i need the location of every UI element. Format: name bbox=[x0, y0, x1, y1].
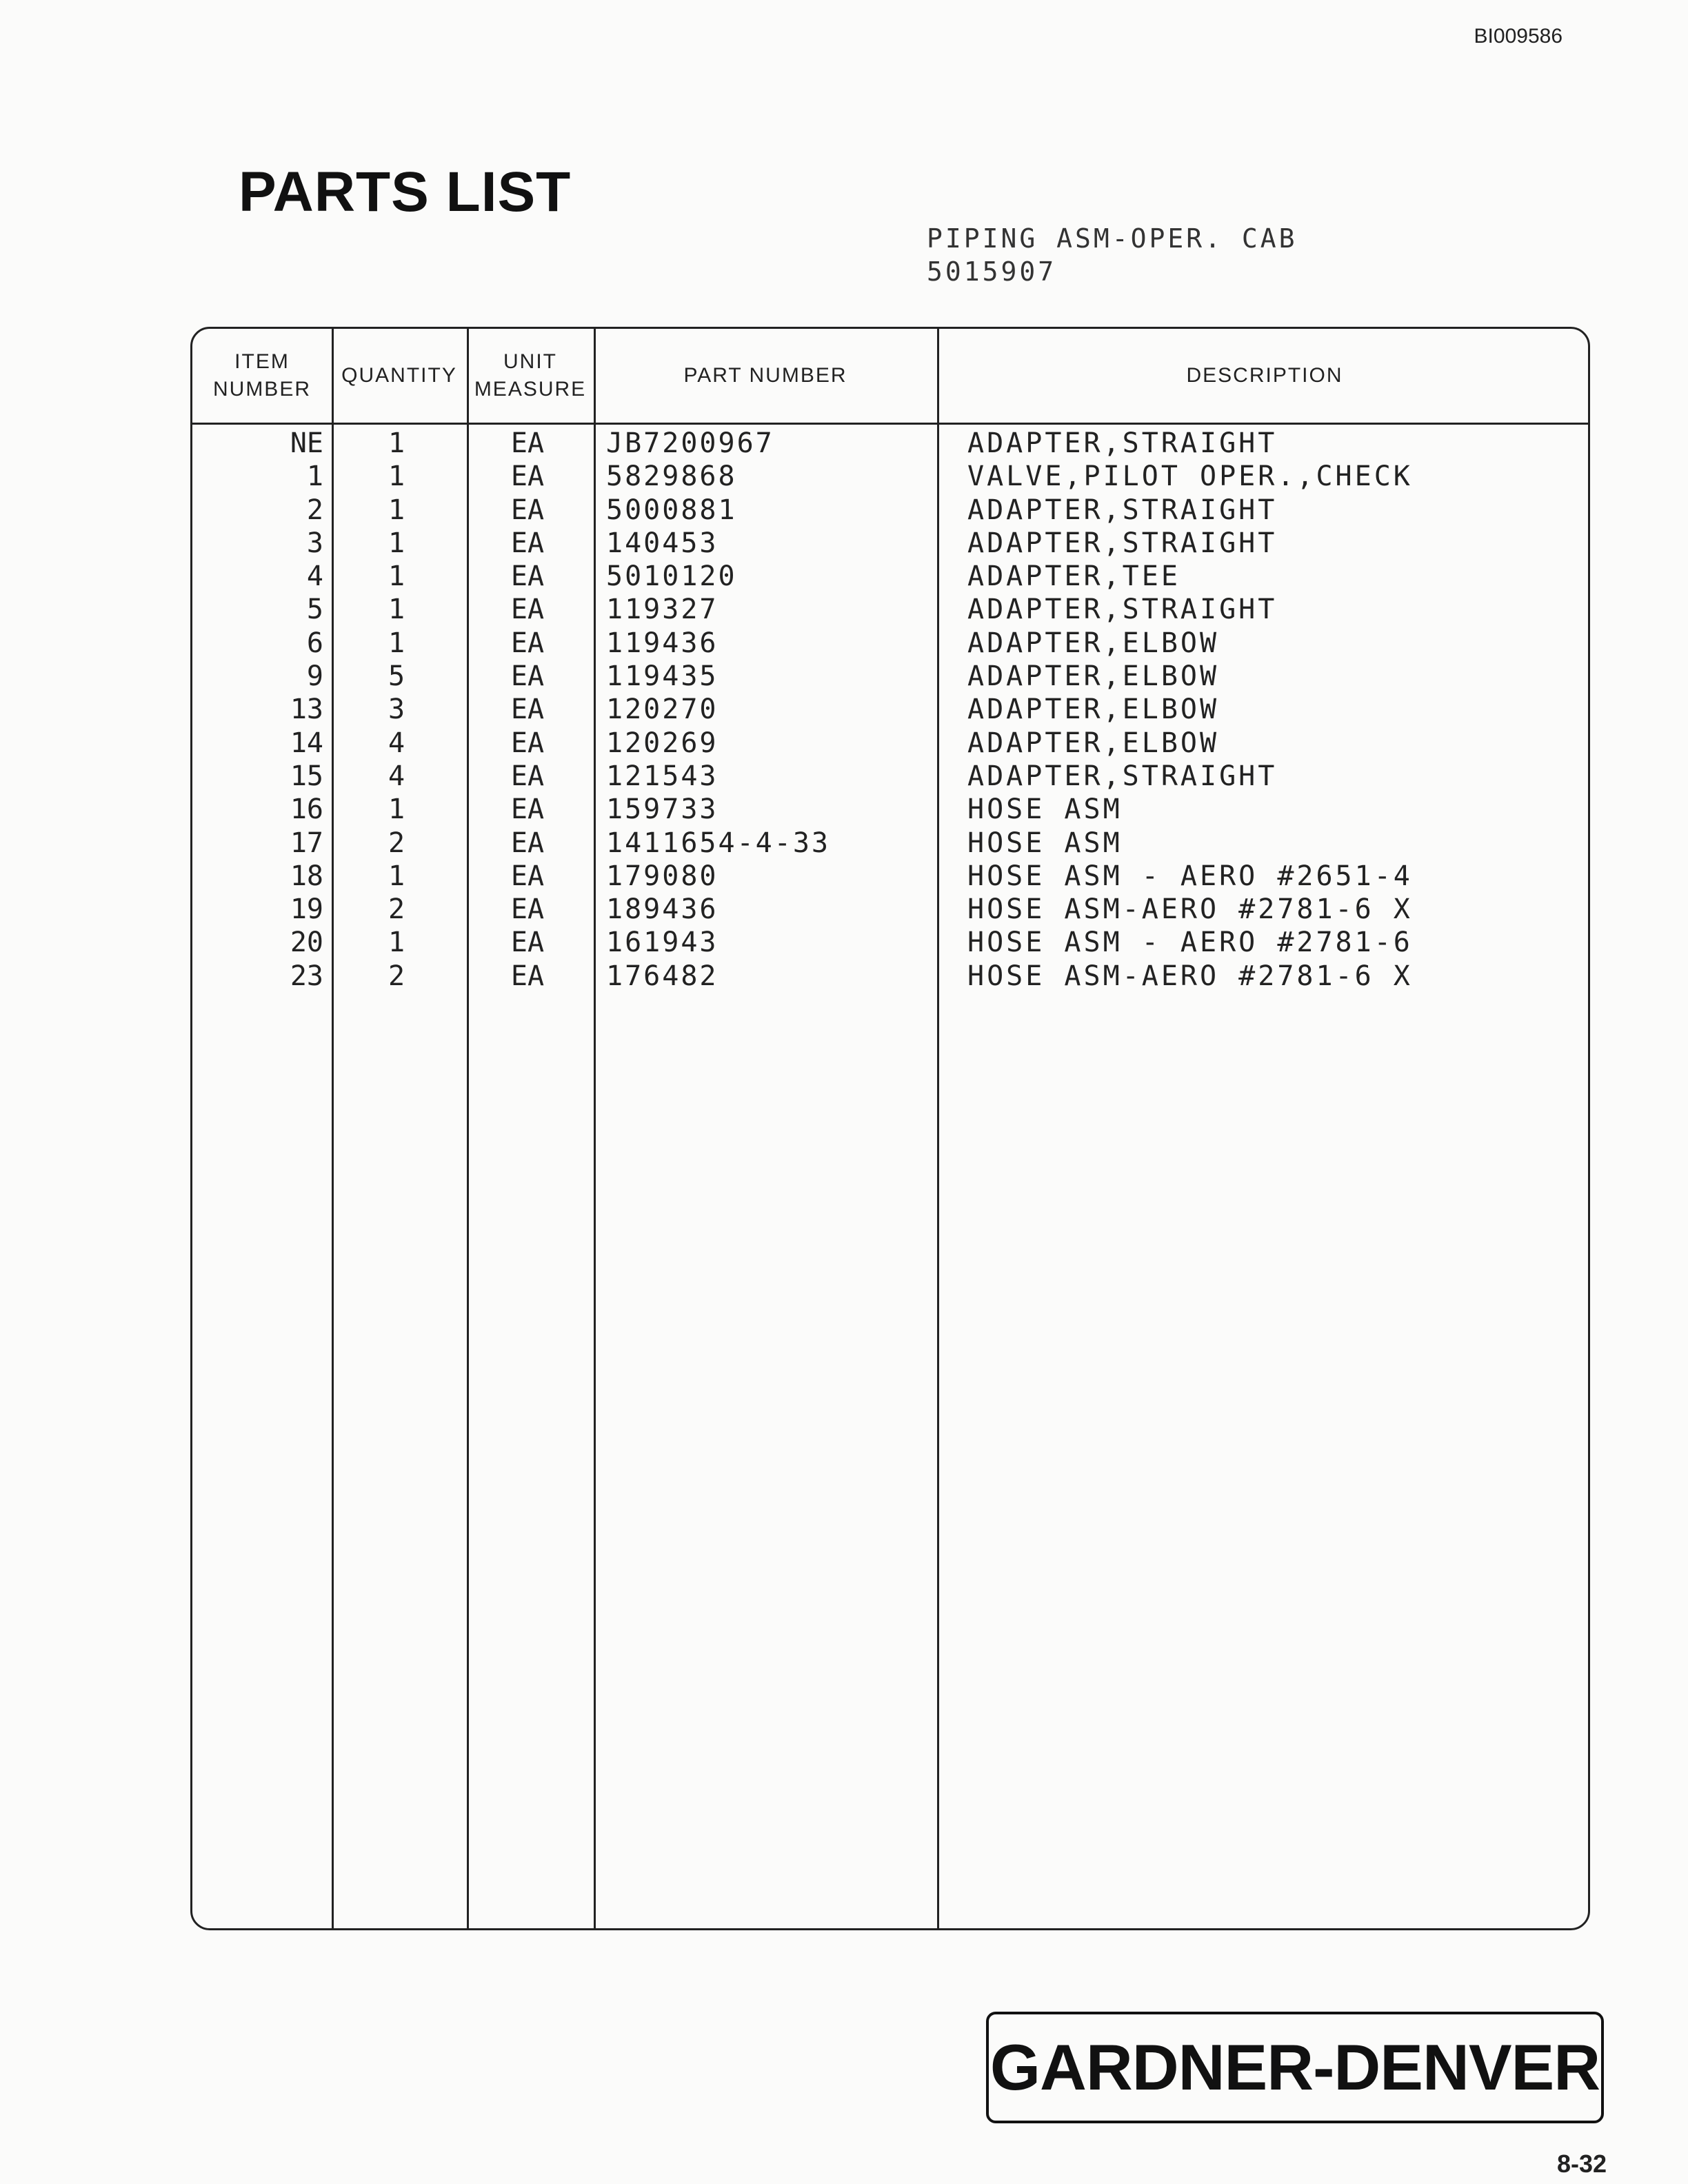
description-cell: ADAPTER,ELBOW bbox=[967, 727, 1220, 759]
table-row bbox=[192, 727, 1588, 760]
part-number-cell: 179080 bbox=[606, 860, 719, 892]
part-number-cell: 1411654-4-33 bbox=[606, 827, 830, 859]
part-number-cell: JB7200967 bbox=[606, 427, 774, 459]
quantity-cell: 1 bbox=[388, 627, 405, 659]
item-number-cell: 1 bbox=[306, 461, 323, 493]
unit-measure-cell: EA bbox=[510, 893, 545, 926]
unit-measure-cell: EA bbox=[510, 793, 545, 826]
part-number-cell: 161943 bbox=[606, 927, 719, 959]
header-description: DESCRIPTION bbox=[1186, 364, 1343, 387]
assembly-info bbox=[927, 222, 1298, 288]
description-cell: ADAPTER,STRAIGHT bbox=[967, 427, 1278, 459]
description-cell: ADAPTER,STRAIGHT bbox=[967, 527, 1278, 559]
table-row bbox=[192, 960, 1588, 993]
item-number-cell: 3 bbox=[306, 527, 323, 559]
table-row bbox=[192, 793, 1588, 826]
unit-measure-cell: EA bbox=[510, 960, 545, 992]
unit-measure-cell: EA bbox=[510, 694, 545, 726]
table-row bbox=[192, 560, 1588, 593]
unit-measure-cell: EA bbox=[510, 527, 545, 559]
table-row bbox=[192, 527, 1588, 560]
quantity-cell: 1 bbox=[388, 527, 405, 559]
description-cell: ADAPTER,ELBOW bbox=[967, 660, 1220, 693]
header-item-line1: ITEM bbox=[234, 350, 290, 373]
page-number: 8-32 bbox=[1556, 2150, 1607, 2178]
unit-measure-cell: EA bbox=[510, 594, 545, 626]
item-number-cell: 17 bbox=[290, 827, 323, 859]
quantity-cell: 1 bbox=[388, 793, 405, 826]
description-cell: HOSE ASM-AERO #2781-6 X bbox=[967, 960, 1413, 992]
document-id: BI009586 bbox=[1474, 25, 1563, 48]
quantity-cell: 1 bbox=[388, 927, 405, 959]
description-cell: HOSE ASM bbox=[967, 793, 1123, 826]
unit-measure-cell: EA bbox=[510, 494, 545, 526]
table-row bbox=[192, 860, 1588, 893]
item-number-cell: 6 bbox=[306, 627, 323, 659]
table-row bbox=[192, 427, 1588, 460]
table-row bbox=[192, 660, 1588, 693]
part-number-cell: 120269 bbox=[606, 727, 719, 759]
part-number-cell: 120270 bbox=[606, 694, 719, 726]
description-cell: HOSE ASM-AERO #2781-6 X bbox=[967, 893, 1413, 926]
description-cell: VALVE,PILOT OPER.,CHECK bbox=[967, 461, 1413, 493]
unit-measure-cell: EA bbox=[510, 760, 545, 792]
part-number-cell: 5010120 bbox=[606, 560, 737, 593]
table-row bbox=[192, 460, 1588, 493]
description-cell: ADAPTER,TEE bbox=[967, 560, 1180, 593]
description-cell: ADAPTER,STRAIGHT bbox=[967, 760, 1278, 792]
unit-measure-cell: EA bbox=[510, 927, 545, 959]
item-number-cell: 9 bbox=[306, 660, 323, 693]
assembly-number: 5015907 bbox=[927, 256, 1057, 287]
part-number-cell: 5000881 bbox=[606, 494, 737, 526]
part-number-cell: 119327 bbox=[606, 594, 719, 626]
part-number-cell: 119435 bbox=[606, 660, 719, 693]
header-item-line2: NUMBER bbox=[212, 378, 311, 401]
part-number-cell: 176482 bbox=[606, 960, 719, 992]
header-unit-line2: MEASURE bbox=[474, 378, 587, 401]
item-number-cell: 13 bbox=[290, 694, 323, 726]
table-body bbox=[192, 427, 1588, 993]
table-row bbox=[192, 494, 1588, 527]
table-row bbox=[192, 926, 1588, 959]
table-row bbox=[192, 593, 1588, 626]
quantity-cell: 2 bbox=[388, 893, 405, 926]
part-number-cell: 5829868 bbox=[606, 461, 737, 493]
description-cell: HOSE ASM bbox=[967, 827, 1123, 859]
parts-table bbox=[190, 327, 1590, 1930]
gardner-denver-logo: GARDNER-DENVER bbox=[986, 2012, 1604, 2123]
header-item-number bbox=[192, 329, 332, 423]
description-cell: ADAPTER,STRAIGHT bbox=[967, 594, 1278, 626]
unit-measure-cell: EA bbox=[510, 727, 545, 759]
page-title: PARTS LIST bbox=[239, 161, 572, 223]
unit-measure-cell: EA bbox=[510, 660, 545, 693]
unit-measure-cell: EA bbox=[510, 560, 545, 593]
item-number-cell: 20 bbox=[290, 927, 323, 959]
table-row bbox=[192, 627, 1588, 660]
header-part-number: PART NUMBER bbox=[683, 364, 847, 387]
item-number-cell: 16 bbox=[290, 793, 323, 826]
quantity-cell: 1 bbox=[388, 494, 405, 526]
quantity-cell: 3 bbox=[388, 694, 405, 726]
item-number-cell: 19 bbox=[290, 893, 323, 926]
description-cell: ADAPTER,ELBOW bbox=[967, 694, 1220, 726]
item-number-cell: 4 bbox=[306, 560, 323, 593]
item-number-cell: 14 bbox=[290, 727, 323, 759]
table-row bbox=[192, 827, 1588, 860]
item-number-cell: 18 bbox=[290, 860, 323, 892]
quantity-cell: 1 bbox=[388, 427, 405, 459]
unit-measure-cell: EA bbox=[510, 627, 545, 659]
header-divider bbox=[192, 423, 1588, 425]
table-row bbox=[192, 693, 1588, 726]
part-number-cell: 140453 bbox=[606, 527, 719, 559]
description-cell: HOSE ASM - AERO #2781-6 bbox=[967, 927, 1413, 959]
quantity-cell: 1 bbox=[388, 594, 405, 626]
quantity-cell: 1 bbox=[388, 461, 405, 493]
quantity-cell: 1 bbox=[388, 560, 405, 593]
header-unit-measure bbox=[467, 329, 594, 423]
quantity-cell: 5 bbox=[388, 660, 405, 693]
part-number-cell: 159733 bbox=[606, 793, 719, 826]
header-quantity: QUANTITY bbox=[341, 364, 457, 387]
unit-measure-cell: EA bbox=[510, 427, 545, 459]
assembly-name: PIPING ASM-OPER. CAB bbox=[927, 223, 1298, 254]
description-cell: ADAPTER,STRAIGHT bbox=[967, 494, 1278, 526]
item-number-cell: 5 bbox=[306, 594, 323, 626]
item-number-cell: 23 bbox=[290, 960, 323, 992]
item-number-cell: 15 bbox=[290, 760, 323, 792]
header-unit-line1: UNIT bbox=[503, 350, 557, 373]
unit-measure-cell: EA bbox=[510, 827, 545, 859]
part-number-cell: 121543 bbox=[606, 760, 719, 792]
part-number-cell: 119436 bbox=[606, 627, 719, 659]
quantity-cell: 4 bbox=[388, 760, 405, 792]
quantity-cell: 1 bbox=[388, 860, 405, 892]
description-cell: ADAPTER,ELBOW bbox=[967, 627, 1220, 659]
quantity-cell: 4 bbox=[388, 727, 405, 759]
quantity-cell: 2 bbox=[388, 960, 405, 992]
item-number-cell: NE bbox=[290, 427, 323, 459]
table-row bbox=[192, 893, 1588, 926]
unit-measure-cell: EA bbox=[510, 461, 545, 493]
item-number-cell: 2 bbox=[306, 494, 323, 526]
quantity-cell: 2 bbox=[388, 827, 405, 859]
table-row bbox=[192, 760, 1588, 793]
unit-measure-cell: EA bbox=[510, 860, 545, 892]
part-number-cell: 189436 bbox=[606, 893, 719, 926]
description-cell: HOSE ASM - AERO #2651-4 bbox=[967, 860, 1413, 892]
